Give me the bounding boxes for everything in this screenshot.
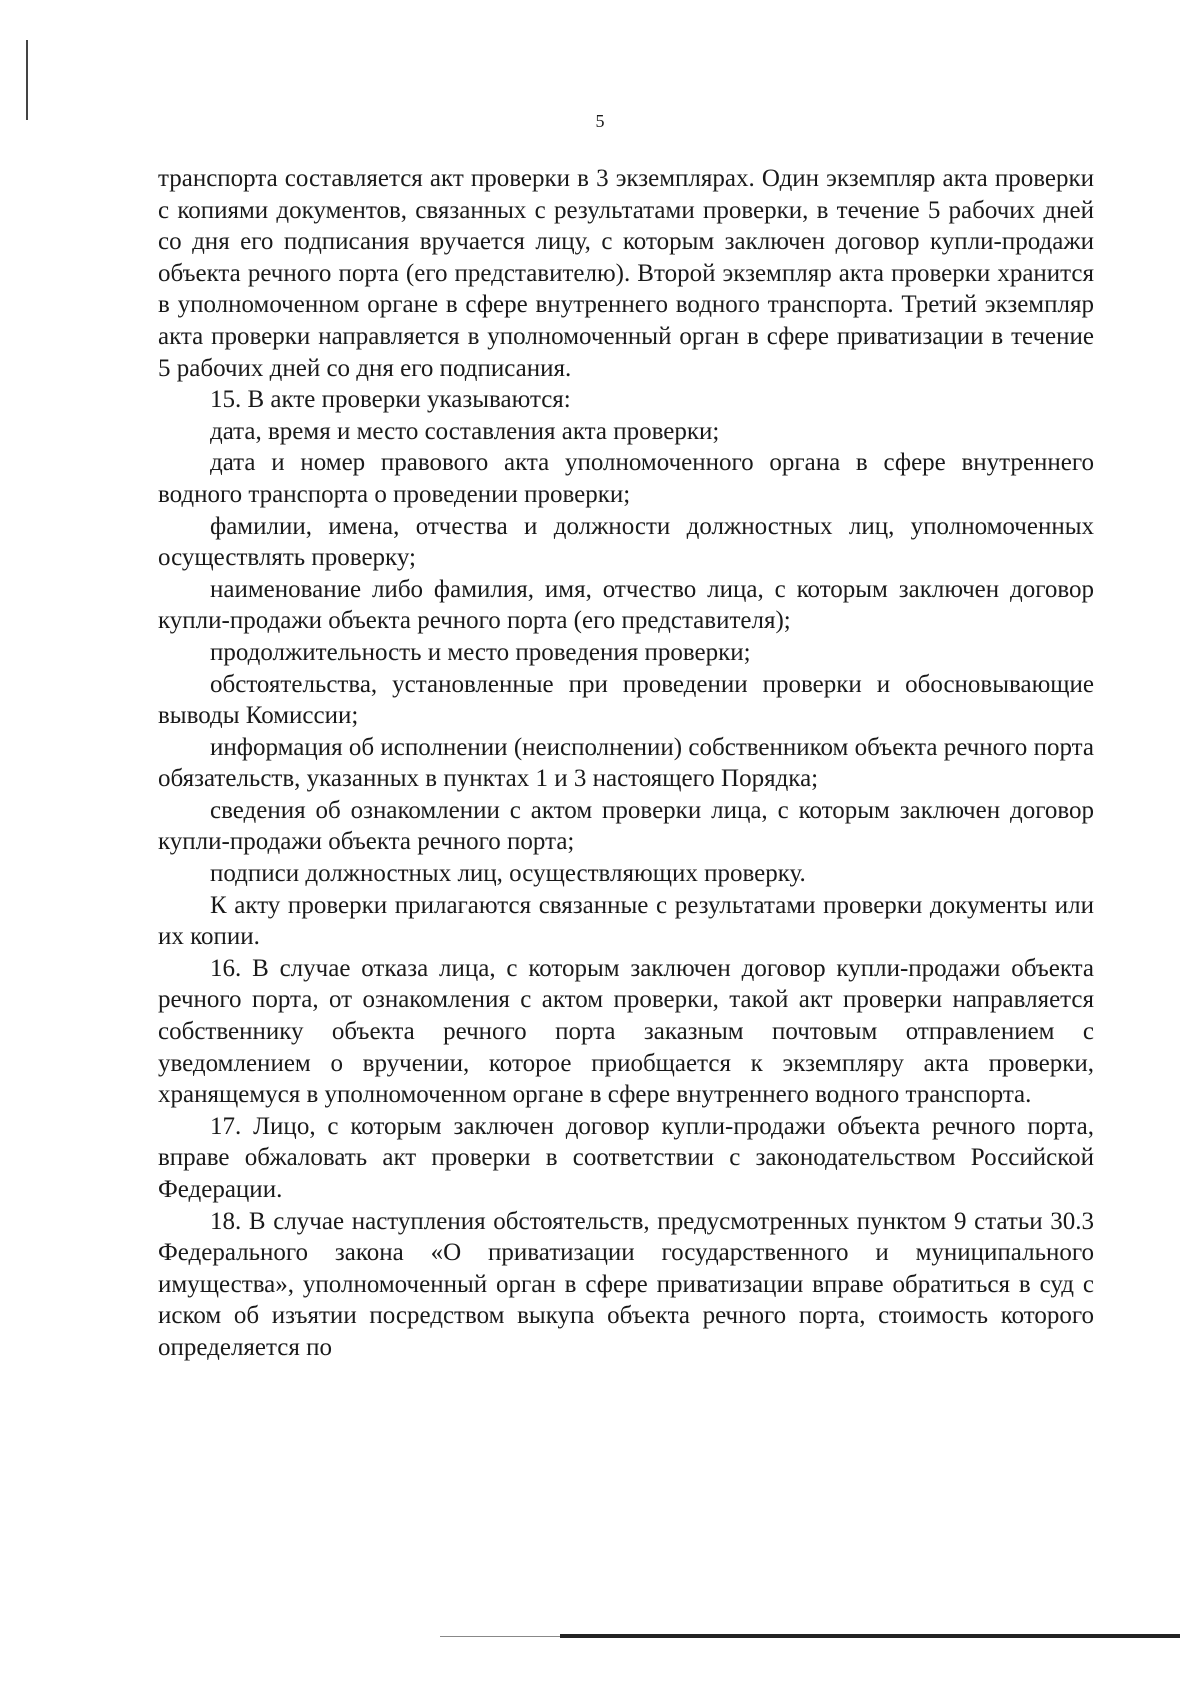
list-item-date-place: дата, время и место составления акта проверки; (210, 417, 720, 445)
paragraph-attachments: К акту проверки прилагаются связанные с результатами проверки документы или их копии. (158, 891, 1094, 951)
scan-edge-mark (440, 1636, 560, 1637)
list-item-duration: продолжительность и место проведения проверки; (210, 638, 751, 666)
list-item-signatures: подписи должностных лиц, осуществляющих проверку. (210, 860, 806, 888)
page-number: 5 (595, 111, 605, 131)
list-item-officials: фамилии, имена, отчества и должности должностных лиц, уполномоченных осуществлять проверку; (158, 512, 1094, 572)
document-body (158, 163, 1094, 1364)
list-item-buyer-name: наименование либо фамилия, имя, отчество лица, с которым заключен договор купли-продажи объекта речного порта (его представителя); (158, 575, 1094, 635)
paragraph-item-17: 17. Лицо, с которым заключен договор купли-продажи объекта речного порта, вправе обжаловать акт проверки в соответствии с законодательством Российской Федерации. (158, 1112, 1094, 1203)
list-item-acquaintance: сведения об ознакомлении с актом проверки лица, с которым заключен договор купли-продажи объекта речного порта; (158, 796, 1094, 856)
paragraph-continuation: транспорта составляется акт проверки в 3 экземплярах. Один экземпляр акта проверки с копиями документов, связанных с результатами проверки, в течение 5 рабочих дней со дня его подписания вручается лицу, с которым заключен договор купли-продажи объекта речного порта (его представителю). Второй экземпляр акта проверки хранится в уполномоченном органе в сфере внутреннего водного транспорта. Третий экземпляр акта проверки направляется в уполномоченный орган в сфере приватизации в течение 5 рабочих дней со дня его подписания. (158, 165, 1094, 382)
scan-edge-mark (26, 40, 28, 120)
paragraph-item-16: 16. В случае отказа лица, с которым заключен договор купли-продажи объекта речного порта, от ознакомления с актом проверки, такой акт проверки направляется собственнику объекта речного порта заказным почтовым отправлением с уведомлением о вручении, которое приобщается к экземпляру акта проверки, хранящемуся в уполномоченном органе в сфере внутреннего водного транспорта. (158, 954, 1094, 1109)
paragraph-item-15: 15. В акте проверки указываются: (210, 386, 571, 414)
list-item-legal-act: дата и номер правового акта уполномоченного органа в сфере внутреннего водного транспорта о проведении проверки; (158, 449, 1094, 508)
scan-edge-mark (560, 1634, 1180, 1638)
list-item-circumstances: обстоятельства, установленные при проведении проверки и обосновывающие выводы Комиссии; (158, 670, 1094, 730)
paragraph-item-18: 18. В случае наступления обстоятельств, предусмотренных пунктом 9 статьи 30.3 Федерального закона «О приватизации государственного и муниципального имущества», уполномоченный орган в сфере приватизации вправе обратиться в суд с иском об изъятии посредством выкупа объекта речного порта, стоимость которого определяется по (158, 1207, 1094, 1361)
list-item-obligations: информация об исполнении (неисполнении) собственником объекта речного порта обязательств, указанных в пунктах 1 и 3 настоящего Порядка; (158, 733, 1094, 793)
